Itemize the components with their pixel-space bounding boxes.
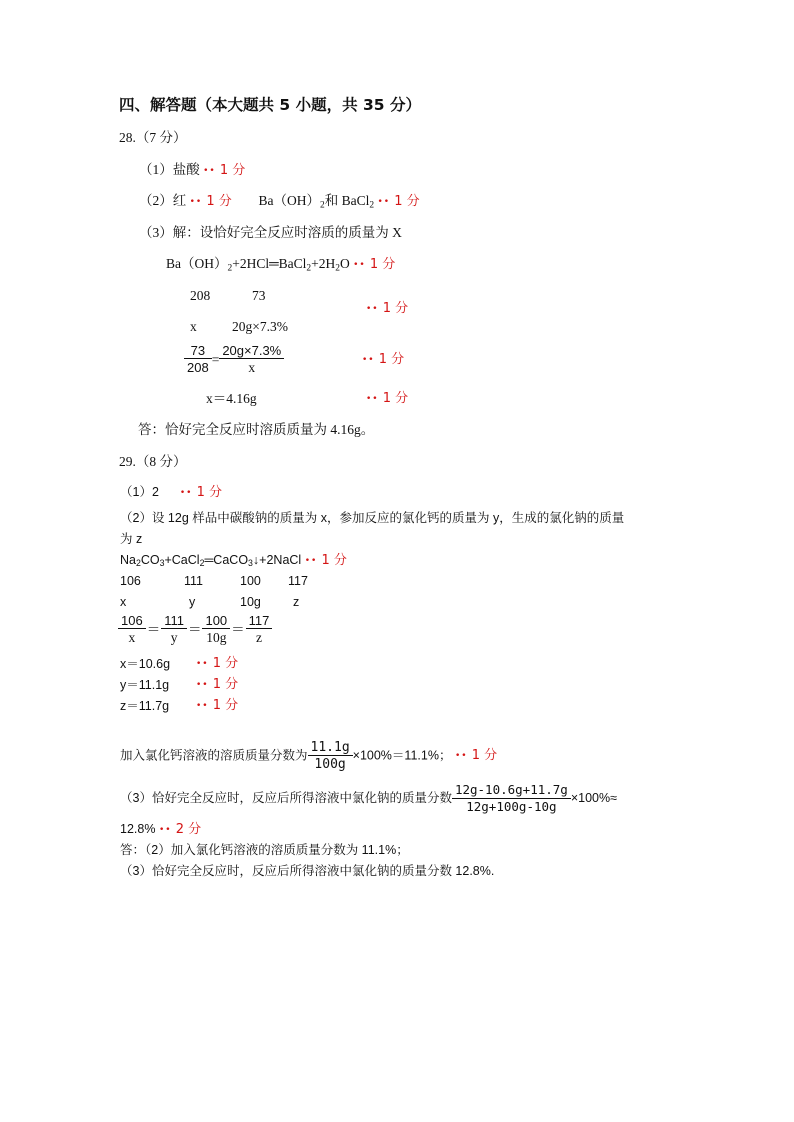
formula-part: +2HCl═BaCl (232, 256, 307, 271)
q29-percentage (120, 741, 497, 771)
q28-mass-score (366, 302, 408, 315)
formula-part: CO (140, 553, 160, 567)
score-text: 1 分 (212, 656, 239, 671)
q29-result-y: y＝11.1g (120, 678, 170, 692)
fraction-numerator: 12g-10.6g+11.7g (452, 784, 571, 799)
fraction-denominator: y (170, 630, 178, 645)
formula-sub: 3 (248, 558, 253, 569)
q29-result-x: x＝10.6g (120, 657, 171, 671)
formula-sub: 2 (199, 558, 205, 569)
q29-var-2: 10g (240, 595, 261, 609)
score-dots: •• (366, 394, 379, 404)
q28-part2-text: （2）红 (139, 193, 187, 208)
q29-part3 (120, 784, 617, 813)
pct-label: 加入氯化钙溶液的溶质质量分数为 (120, 748, 308, 763)
fraction (219, 344, 284, 375)
fraction-denominator: 100g (314, 757, 346, 772)
q29-proportion (118, 614, 272, 645)
score-text: 2 分 (175, 822, 202, 837)
q28-proportion-score (362, 353, 404, 366)
fraction-denominator: 10g (206, 630, 227, 645)
q28-part2 (139, 193, 420, 211)
q28-part3: （3）解：设恰好完全反应时溶质的质量为 X (139, 225, 402, 240)
fraction-numerator: 111 (161, 614, 187, 629)
q29-part3-score (159, 822, 201, 837)
score-dots: •• (362, 355, 375, 365)
fraction (118, 614, 146, 645)
fraction (308, 741, 353, 771)
q29-result-z: z＝11.7g (120, 699, 170, 713)
q29-result-z-score (196, 699, 238, 712)
q29-mass-1: 111 (184, 574, 204, 588)
formula-sub: 2 (227, 263, 233, 274)
q28-proportion (184, 344, 284, 375)
score-text: 1 分 (212, 698, 239, 713)
score-dots: •• (203, 166, 216, 176)
q29-percentage-score (455, 748, 497, 763)
equals-sign: = (211, 351, 220, 367)
q29-part1 (120, 486, 222, 499)
score-text: 1 分 (369, 257, 396, 272)
q28-result-score (366, 392, 408, 405)
score-text: 1 分 (212, 677, 239, 692)
q29-part2-line2: 为 z (120, 532, 143, 546)
q28-mass-208: 208 (190, 288, 211, 303)
score-dots: •• (304, 556, 318, 566)
formula-part: Ba（OH） (166, 256, 228, 271)
q29-result-x-score (196, 657, 238, 670)
score-dots: •• (353, 260, 366, 270)
formula-sub: 2 (306, 263, 312, 274)
score-dots: •• (158, 825, 172, 835)
q29-equation (120, 554, 347, 567)
p3-result: 12.8% (120, 822, 156, 836)
formula-part: +2H (311, 256, 336, 271)
equals-sign: ＝ (146, 621, 161, 637)
q28-result: x＝4.16g (206, 391, 257, 406)
q28-var-given: 20g×7.3% (232, 319, 288, 334)
q28-equation-score (353, 257, 395, 272)
q29-part1-text: （1）2 (120, 485, 159, 499)
formula-part: ═CaCO (204, 553, 249, 567)
q29-answer-1: 答：（2）加入氯化钙溶液的溶质质量分数为 11.1%； (120, 843, 409, 857)
fraction (246, 614, 273, 645)
p3-tail: ×100%≈ (570, 790, 617, 805)
score-dots: •• (454, 751, 468, 762)
score-text: 1 分 (219, 163, 246, 178)
fraction-denominator: x (248, 360, 256, 375)
q29-var-1: y (189, 595, 196, 609)
formula-sub: 3 (159, 558, 165, 569)
section-title: 四、解答题（本大题共 5 小题，共 35 分） (119, 96, 421, 114)
score-dots: •• (377, 197, 391, 207)
score-text: 1 分 (382, 391, 409, 406)
formula-part: Ba（OH） (258, 193, 321, 208)
q28-var-x: x (190, 319, 197, 334)
formula-part: O (339, 256, 350, 271)
score-text: 1 分 (321, 553, 347, 568)
q29-part2-line1: （2）设 12g 样品中碳酸钠的质量为 x，参加反应的氯化钙的质量为 y，生成的氯化钠的质量 (120, 511, 625, 525)
q28-header: 28.（7 分） (119, 130, 187, 145)
score-text: 1 分 (471, 748, 498, 764)
fraction-denominator: 12g+100g-10g (466, 798, 557, 814)
q28-part1-score (203, 163, 245, 178)
q29-part1-score (180, 485, 222, 500)
fraction-numerator: 11.1g (308, 741, 353, 756)
score-text: 1 分 (394, 194, 420, 209)
formula-part: Na (120, 553, 136, 567)
fraction-numerator: 73 (184, 344, 212, 359)
p3-label: （3）恰好完全反应时，反应后所得溶液中氯化钠的质量分数 (120, 790, 452, 805)
fraction-numerator: 106 (118, 614, 146, 629)
fraction-denominator: z (256, 630, 263, 645)
pct-tail: ×100%＝11.1%； (352, 748, 452, 763)
score-dots: •• (179, 488, 193, 498)
q28-equation (166, 256, 396, 274)
fraction (452, 784, 571, 813)
q29-var-3: z (293, 595, 300, 609)
q28-part2-score (190, 194, 232, 209)
q29-mass-0: 106 (120, 574, 141, 588)
score-dots: •• (196, 701, 209, 711)
q29-result-y-score (196, 678, 238, 691)
fraction-numerator: 100 (202, 614, 230, 629)
q29-mass-3: 117 (288, 574, 308, 588)
q29-header: 29.（8 分） (119, 454, 187, 469)
q29-part3-result (120, 823, 201, 836)
q29-var-0: x (120, 595, 127, 609)
fraction-numerator: 20g×7.3% (219, 344, 284, 359)
fraction (202, 614, 230, 645)
fraction (184, 344, 212, 374)
q29-answer-2: （3）恰好完全反应时，反应后所得溶液中氯化钠的质量分数 12.8%. (120, 864, 495, 878)
q28-answer: 答：恰好完全反应时溶质质量为 4.16g。 (138, 422, 375, 437)
score-dots: •• (196, 680, 209, 690)
fraction-denominator: 208 (187, 360, 209, 376)
q29-mass-2: 100 (240, 574, 261, 588)
q29-equation-score (305, 553, 347, 568)
formula-part: +CaCl (164, 553, 200, 567)
fraction (161, 614, 187, 645)
equals-sign: ＝ (187, 621, 202, 637)
q28-part1-text: （1）盐酸 (139, 162, 200, 177)
score-dots: •• (366, 304, 379, 314)
q28-part2-formula (258, 193, 375, 211)
fraction-numerator: 117 (246, 614, 273, 629)
score-dots: •• (189, 197, 203, 207)
score-text: 1 分 (378, 352, 405, 367)
formula-sub: 2 (320, 200, 325, 211)
formula-part: 和 BaCl (324, 193, 370, 208)
formula-part: ↓+2NaCl (252, 553, 302, 567)
equals-sign: ＝ (231, 621, 245, 637)
q28-part2-score2 (378, 194, 420, 209)
score-text: 1 分 (206, 194, 232, 209)
score-text: 1 分 (382, 301, 409, 316)
fraction-denominator: x (128, 630, 136, 645)
formula-sub: 2 (335, 263, 340, 274)
score-text: 1 分 (196, 485, 223, 500)
formula-sub: 2 (135, 558, 141, 569)
formula-sub: 2 (369, 200, 375, 211)
score-dots: •• (196, 659, 209, 669)
q28-mass-73: 73 (252, 288, 266, 303)
q28-part1 (139, 163, 245, 177)
